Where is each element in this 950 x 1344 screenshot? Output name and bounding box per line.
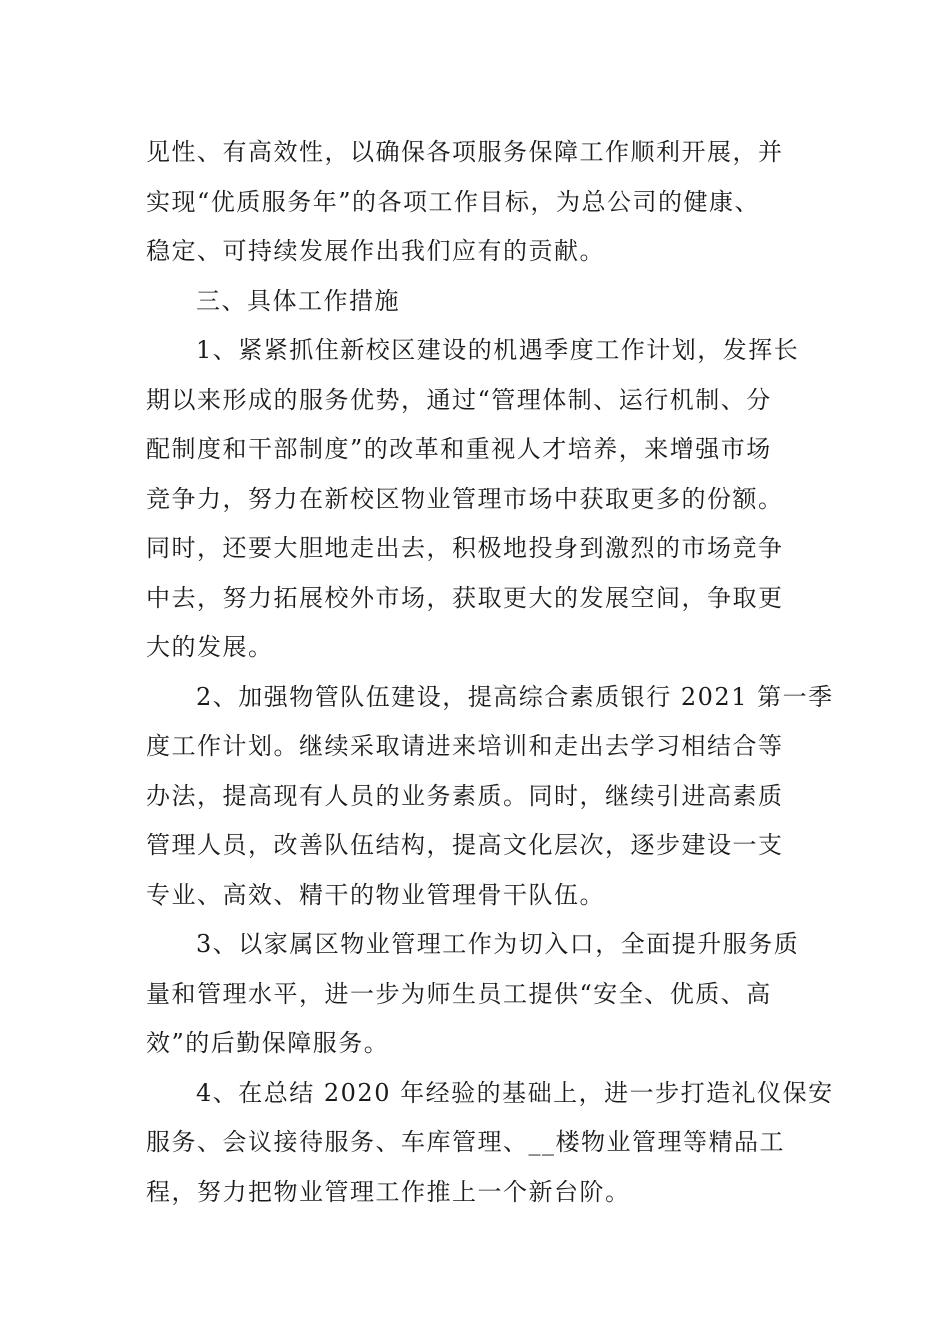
paragraph-line: 效”的后勤保障服务。 bbox=[146, 1029, 390, 1057]
paragraph-line: 度工作计划。继续采取请进来培训和走出去学习相结合等 bbox=[146, 732, 784, 760]
paragraph-line: 中去，努力拓展校外市场，获取更大的发展空间，争取更 bbox=[146, 583, 784, 612]
paragraph-line: 稳定、可持续发展作出我们应有的贡献。 bbox=[146, 237, 605, 265]
paragraph-line: 竞争力，努力在新校区物业管理市场中获取更多的份额。 bbox=[146, 484, 784, 513]
paragraph-line: 管理人员，改善队伍结构，提高文化层次，逐步建设一支 bbox=[146, 831, 784, 859]
paragraph-line: 配制度和干部制度”的改革和重视人才培养，来增强市场 bbox=[146, 435, 772, 463]
paragraph-line: 量和管理水平，进一步为师生员工提供“安全、优质、高 bbox=[146, 979, 772, 1008]
paragraph-line: 程，努力把物业管理工作推上一个新台阶。 bbox=[146, 1177, 631, 1206]
paragraph-line: 办法，提高现有人员的业务素质。同时，继续引进高素质 bbox=[146, 781, 784, 810]
paragraph-line: 2、加强物管队伍建设，提高综合素质银行 2021 第一季 bbox=[196, 682, 834, 711]
paragraph-line: 3、以家属区物业管理工作为切入口，全面提升服务质 bbox=[196, 930, 800, 958]
paragraph-line: 1、紧紧抓住新校区建设的机遇季度工作计划，发挥长 bbox=[196, 336, 800, 364]
paragraph-line: 期以来形成的服务优势，通过“管理体制、运行机制、分 bbox=[146, 385, 772, 414]
paragraph-line: 大的发展。 bbox=[146, 633, 274, 661]
document-body bbox=[146, 128, 834, 1217]
paragraph-line: 见性、有高效性，以确保各项服务保障工作顺利开展，并 bbox=[146, 138, 784, 166]
paragraph-line: 实现“优质服务年”的各项工作目标，为总公司的健康、 bbox=[146, 187, 761, 216]
paragraph-line: 服务、会议接待服务、车库管理、__楼物业管理等精品工 bbox=[146, 1128, 785, 1156]
paragraph-line: 同时，还要大胆地走出去，积极地投身到激烈的市场竞争 bbox=[146, 534, 784, 562]
paragraph-line: 4、在总结 2020 年经验的基础上，进一步打造礼仪保安 bbox=[196, 1078, 834, 1107]
section-heading: 三、具体工作措施 bbox=[196, 286, 400, 315]
paragraph-line: 专业、高效、精干的物业管理骨干队伍。 bbox=[146, 880, 605, 909]
